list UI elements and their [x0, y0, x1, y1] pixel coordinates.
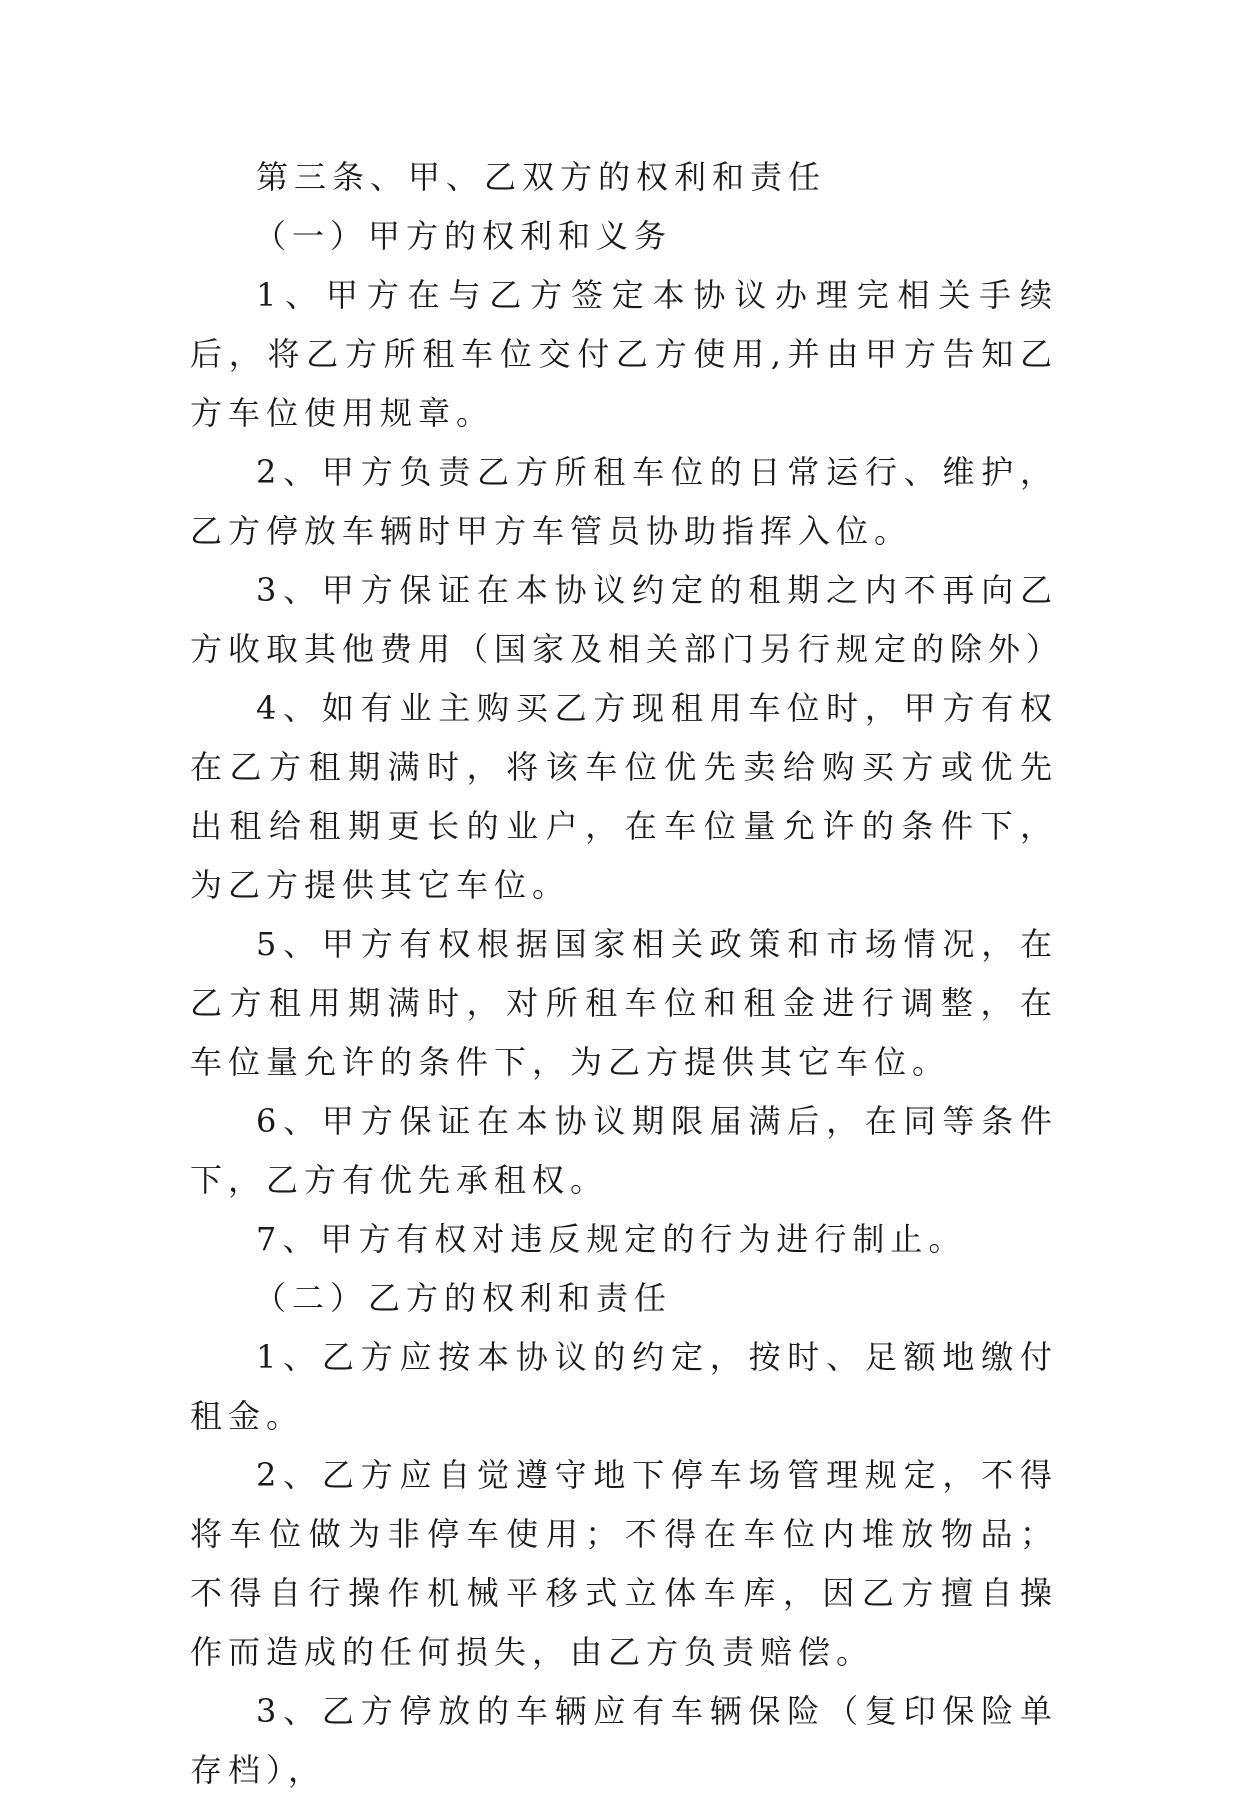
party-a-item-7: 7、甲方有权对违反规定的行为进行制止。 [256, 1220, 967, 1258]
party-a-item-4: 4、如有业主购买乙方现租用车位时，甲方有权在乙方租期满时，将该车位优先卖给购买方或优先出租给租期更长的业户，在车位量允许的条件下，为乙方提供其它车位。 [190, 689, 1058, 904]
party-b-item-2: 2、乙方应自觉遵守地下停车场管理规定，不得将车位做为非停车使用；不得在车位内堆放物品；不得自行操作机械平移式立体车库，因乙方擅自操作而造成的任何损失，由乙方负责赔偿。 [190, 1456, 1058, 1671]
party-b-item-3: 3、乙方停放的车辆应有车辆保险（复印保险单存档）， [190, 1692, 1058, 1789]
party-a-item-1: 1、甲方在与乙方签定本协议办理完相关手续后，将乙方所租车位交付乙方使用,并由甲方告知乙方车位使用规章。 [190, 276, 1058, 432]
party-b-heading: （二）乙方的权利和责任 [254, 1279, 673, 1317]
document-body [190, 148, 1065, 1800]
party-b-item-1: 1、乙方应按本协议的约定，按时、足额地缴付租金。 [190, 1338, 1058, 1435]
party-a-item-3: 3、甲方保证在本协议约定的租期之内不再向乙方收取其他费用（国家及相关部门另行规定的除外） [190, 571, 1065, 668]
section-title: 第三条、甲、乙双方的权利和责任 [256, 158, 827, 196]
party-a-item-5: 5、甲方有权根据国家相关政策和市场情况，在乙方租用期满时，对所租车位和租金进行调整，在车位量允许的条件下，为乙方提供其它车位。 [190, 925, 1058, 1081]
party-a-item-2: 2、甲方负责乙方所租车位的日常运行、维护，乙方停放车辆时甲方车管员协助指挥入位。 [190, 453, 1058, 550]
party-a-heading: （一）甲方的权利和义务 [254, 217, 673, 255]
party-a-item-6: 6、甲方保证在本协议期限届满后，在同等条件下，乙方有优先承租权。 [190, 1102, 1058, 1199]
